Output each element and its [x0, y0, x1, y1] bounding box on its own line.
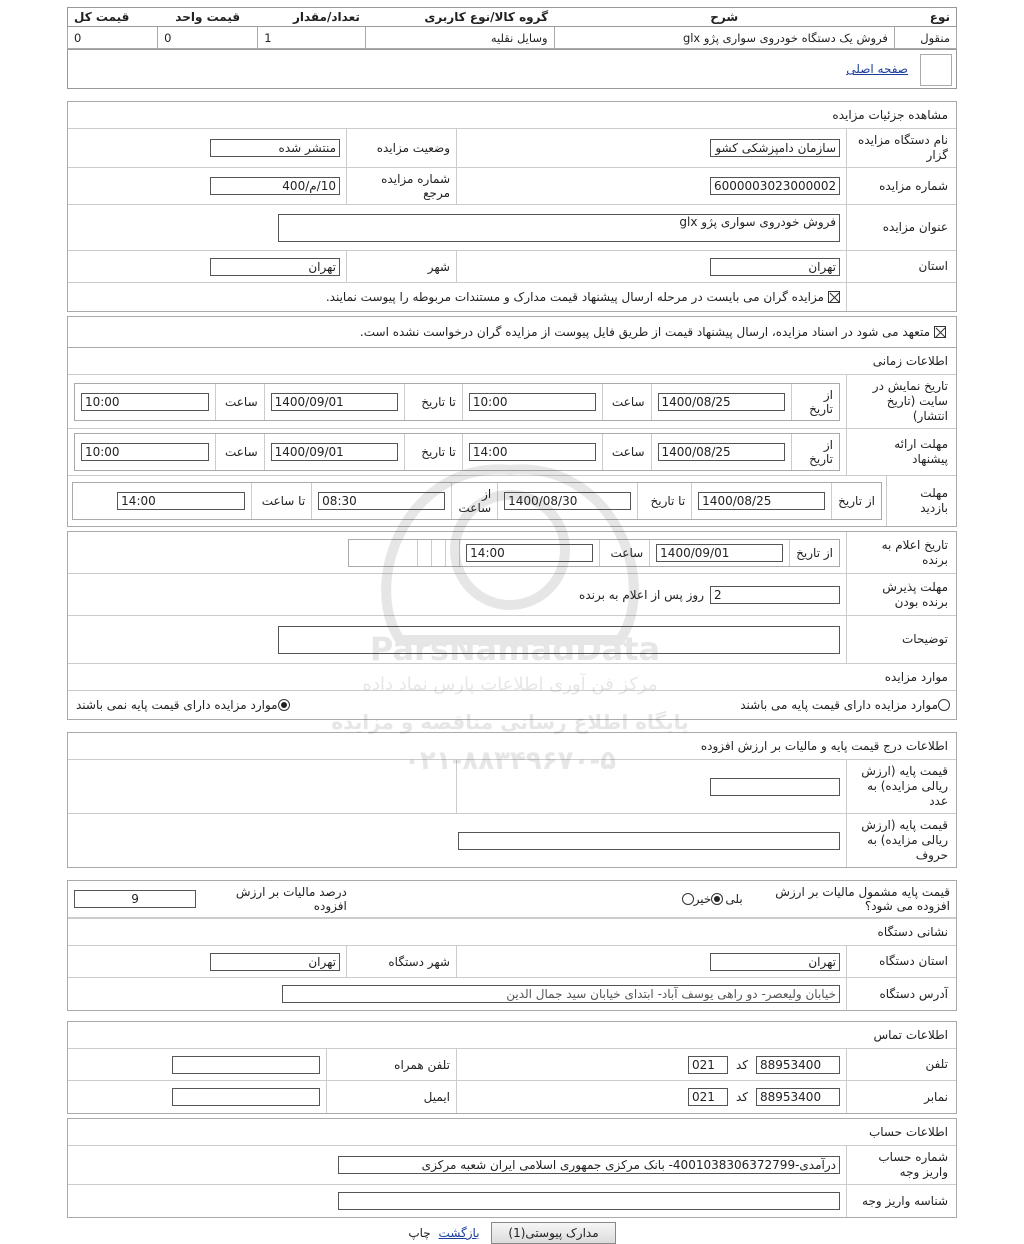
items-header: موارد مزایده — [68, 664, 956, 691]
ref-label: شماره مزایده مرجع — [346, 168, 456, 204]
vat-yes-radio[interactable] — [711, 893, 723, 905]
col-qty: تعداد/مقدار — [258, 8, 366, 27]
thumbnail-image — [920, 54, 952, 86]
accept-label: مهلت پذیرش برنده بودن — [846, 574, 956, 615]
offer-to-time-label: ساعت — [215, 434, 264, 470]
vat-section — [67, 880, 957, 1011]
visit-from-time[interactable]: 08:30 — [318, 492, 445, 510]
offer-label: مهلت ارائه پیشنهاد — [846, 429, 956, 475]
province-label: استان — [846, 251, 956, 282]
contact-section — [67, 1021, 957, 1114]
dev-province-field[interactable]: تهران — [710, 953, 840, 971]
goods-unit-price: 0 — [158, 27, 258, 49]
announce-section — [67, 531, 957, 720]
offer-to-label: تا تاریخ — [404, 434, 462, 470]
goods-type: منقول — [894, 27, 956, 49]
mobile-field[interactable] — [172, 1056, 320, 1074]
commit-checkbox[interactable] — [934, 326, 946, 338]
items-with-base-radio[interactable] — [938, 699, 950, 711]
attachments-button[interactable]: مدارک پیوستی(1) — [491, 1222, 615, 1244]
display-time-label: ساعت — [602, 384, 651, 420]
account-section — [67, 1118, 957, 1218]
vat-percent-field[interactable]: 9 — [74, 890, 196, 908]
ref-field[interactable]: 10/م/400 — [210, 177, 340, 195]
pricing-section — [67, 732, 957, 868]
vat-no-radio[interactable] — [682, 893, 694, 905]
visit-to-time[interactable]: 14:00 — [117, 492, 245, 510]
org-field[interactable]: سازمان دامپزشکی کشو — [710, 139, 840, 157]
display-label: تاریخ نمایش در سایت (تاریخ انتشار) — [846, 375, 956, 428]
col-type: نوع — [894, 8, 956, 27]
timing-header: اطلاعات زمانی — [68, 348, 956, 375]
notes-label: توضیحات — [846, 616, 956, 663]
notes-field[interactable] — [278, 626, 840, 654]
city-label: شهر — [346, 251, 456, 282]
display-from-time[interactable]: 10:00 — [469, 393, 596, 411]
goods-qty: 1 — [258, 27, 366, 49]
fax-code-field[interactable]: 021 — [688, 1088, 728, 1106]
dev-addr-label: آدرس دستگاه — [846, 978, 956, 1010]
timing-section — [67, 348, 957, 527]
vat-no-label: خیر — [693, 892, 712, 906]
number-field[interactable]: 6000003023000002 — [710, 177, 840, 195]
accept-days-field[interactable]: 2 — [710, 586, 840, 604]
details-section — [67, 101, 957, 312]
base-words-field[interactable] — [458, 832, 840, 850]
dev-city-field[interactable]: تهران — [210, 953, 340, 971]
fax-label: نمابر — [846, 1081, 956, 1113]
goods-row — [68, 27, 957, 49]
footer-bar — [67, 1222, 957, 1244]
phone-field[interactable]: 88953400 — [756, 1056, 840, 1074]
pricing-header: اطلاعات درج قیمت پایه و مالیات بر ارزش افزوده — [68, 733, 956, 760]
visit-label: مهلت بازدید — [886, 476, 956, 526]
acc-label: شماره حساب واریز وجه — [846, 1146, 956, 1184]
acc-field[interactable]: درآمدی-4001038306372799- بانک مرکزی جمهوری اسلامی ایران شعبه مرکزی — [338, 1156, 840, 1174]
display-from-label: از تاریخ — [791, 384, 839, 420]
visit-from-field[interactable]: 1400/08/25 — [698, 492, 825, 510]
visit-to-field[interactable]: 1400/08/30 — [504, 492, 631, 510]
status-field[interactable]: منتشر شده — [210, 139, 340, 157]
display-to-field[interactable]: 1400/09/01 — [271, 393, 398, 411]
offer-from-time[interactable]: 14:00 — [469, 443, 596, 461]
watermark-phone: ۰۲۱-۸۸۳۴۹۶۷۰-۵ — [403, 746, 616, 776]
dev-addr-field[interactable]: خیابان ولیعصر- دو راهی یوسف آباد- ابتدای خیابان سید جمال الدین — [282, 985, 840, 1003]
mobile-label: تلفن همراه — [326, 1049, 456, 1080]
org-label: نام دستگاه مزایده گزار — [846, 129, 956, 167]
goods-header-row — [68, 8, 957, 27]
accept-suffix: روز پس از اعلام به برنده — [579, 587, 704, 602]
contact-header: اطلاعات تماس — [68, 1022, 956, 1049]
visit-to-label: تا تاریخ — [637, 483, 691, 519]
offer-from-label: از تاریخ — [791, 434, 839, 470]
commit-section — [67, 316, 957, 348]
offer-time-label: ساعت — [602, 434, 651, 470]
offer-from-field[interactable]: 1400/08/25 — [658, 443, 785, 461]
display-from-field[interactable]: 1400/08/25 — [658, 393, 785, 411]
number-label: شماره مزایده — [846, 168, 956, 204]
visit-from-label: از تاریخ — [831, 483, 881, 519]
base-num-label: قیمت پایه (ارزش ریالی مزایده) به عدد — [846, 760, 956, 813]
col-unit-price: قیمت واحد — [158, 8, 258, 27]
address-header: نشانی دستگاه — [68, 918, 956, 946]
title-field[interactable]: فروش خودروی سواری پژو glx — [278, 214, 840, 242]
col-desc: شرح — [554, 8, 894, 27]
base-words-label: قیمت پایه (ارزش ریالی مزایده) به حروف — [846, 814, 956, 867]
vat-yes-label: بلی — [725, 892, 743, 906]
home-bar — [67, 49, 957, 89]
display-to-time-label: ساعت — [215, 384, 264, 420]
announce-time-label: ساعت — [599, 540, 649, 566]
phone-code-field[interactable]: 021 — [688, 1056, 728, 1074]
watermark-line2: پایگاه اطلاع رسانی مناقصه و مزایده — [331, 710, 689, 734]
email-field[interactable] — [172, 1088, 320, 1106]
base-num-field[interactable] — [710, 778, 840, 796]
fax-field[interactable]: 88953400 — [756, 1088, 840, 1106]
home-link[interactable]: صفحه اصلی — [846, 62, 908, 76]
attach-checkbox[interactable] — [828, 291, 840, 303]
dev-province-label: استان دستگاه — [846, 946, 956, 977]
goods-table — [67, 7, 957, 49]
announce-from-label: از تاریخ — [789, 540, 839, 566]
back-link[interactable]: بازگشت — [438, 1226, 480, 1240]
attach-check-text: مزایده گران می بایست در مرحله ارسال پیشنهاد قیمت مدارک و مستندات مربوطه را پیوست نمایند. — [325, 290, 824, 304]
details-header: مشاهده جزئیات مزایده — [68, 102, 956, 129]
acc-id-label: شناسه واریز وجه — [846, 1185, 956, 1217]
announce-time-field[interactable]: 14:00 — [466, 544, 593, 562]
province-field[interactable]: تهران — [710, 258, 840, 276]
commit-check-text: متعهد می شود در اسناد مزایده، ارسال پیشنهاد قیمت از طریق فایل پیوست از مزایده گران درخواست نشده است. — [359, 325, 930, 339]
email-label: ایمیل — [326, 1081, 456, 1113]
vat-question: قیمت پایه مشمول مالیات بر ارزش افزوده می شود؟ — [775, 885, 950, 913]
acc-id-field[interactable] — [338, 1192, 840, 1210]
phone-label: تلفن — [846, 1049, 956, 1080]
items-without-base-label: موارد مزایده دارای قیمت پایه نمی باشند — [76, 698, 278, 712]
announce-from-field[interactable]: 1400/09/01 — [656, 544, 783, 562]
goods-total: 0 — [68, 27, 158, 49]
account-header: اطلاعات حساب — [68, 1119, 956, 1146]
goods-desc: فروش یک دستگاه خودروی سواری پژو glx — [554, 27, 894, 49]
city-field[interactable]: تهران — [210, 258, 340, 276]
offer-to-time[interactable]: 10:00 — [81, 443, 209, 461]
fax-code-label: کد — [735, 1090, 748, 1104]
dev-city-label: شهر دستگاه — [346, 946, 456, 977]
phone-code-label: کد — [735, 1057, 748, 1072]
items-without-base-radio[interactable] — [278, 699, 290, 711]
col-total: قیمت کل — [68, 8, 158, 27]
display-to-label: تا تاریخ — [404, 384, 462, 420]
vat-percent-label: درصد مالیات بر ارزش افزوده — [235, 885, 347, 913]
status-label: وضعیت مزایده — [346, 129, 456, 167]
announce-label: تاریخ اعلام به برنده — [846, 532, 956, 573]
title-label: عنوان مزایده — [846, 205, 956, 250]
goods-group: وسایل نقلیه — [366, 27, 554, 49]
visit-from-time-label: از ساعت — [451, 483, 497, 519]
visit-to-time-label: تا ساعت — [251, 483, 311, 519]
display-to-time[interactable]: 10:00 — [81, 393, 209, 411]
items-with-base-label: موارد مزایده دارای قیمت پایه می باشند — [740, 698, 938, 712]
col-group: گروه کالا/نوع کاربری — [366, 8, 554, 27]
print-link[interactable]: چاپ — [408, 1226, 431, 1240]
offer-to-field[interactable]: 1400/09/01 — [271, 443, 398, 461]
